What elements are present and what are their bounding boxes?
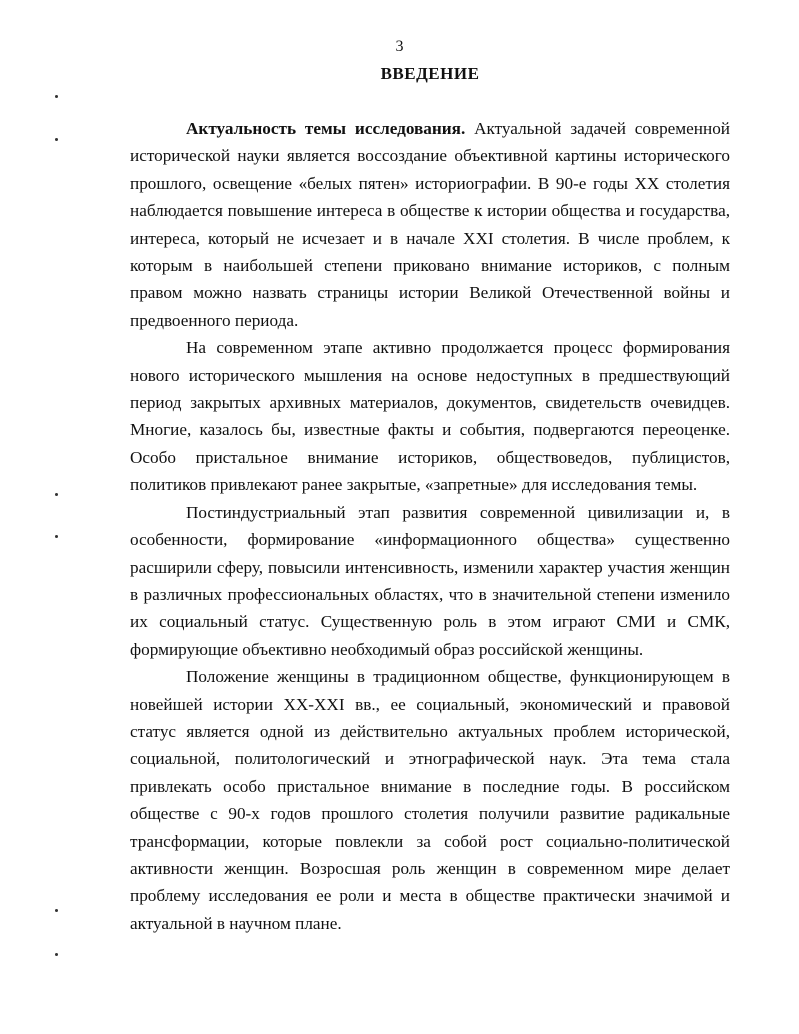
paragraph-postindustrial: Постиндустриальный этап развития современной цивилизации и, в особенности, формирование «информационного общества» существенно расширили сферу, повысили интенсивность, изменили характер участия женщин в различных профессиональных областях, что в значительной степени изменило их социальный статус. Существенную роль в этом играют СМИ и СМК, формирующие объективно необходимый образ российской женщины.	[130, 502, 730, 659]
scan-mark	[55, 493, 58, 496]
scan-mark	[55, 535, 58, 538]
paragraph-new-thinking: На современном этапе активно продолжается процесс формирования нового исторического мышления на основе недоступных в предшествующий период закрытых архивных материалов, документов, свидетельств очевидцев. Многие, казалось бы, известные факты и события, подвергаются переоценке. Особо пристальное внимание историков, обществоведов, публицистов, политиков привлекают ранее закрытые, «запретные» для исследования темы.	[130, 338, 730, 495]
paragraph-text: Актуальной задачей современной исторической науки является воссоздание объективной картины исторического прошлого, освещение «белых пятен» историографии. В 90-е годы XX столетия наблюдается повышение интереса в обществе к истории общества и государства, интереса, который не исчезает и в начале XXI столетия. В числе проблем, к которым в наибольшей степени приковано внимание историков, с полным правом можно назвать страницы истории Великой Отечественной войны и предвоенного периода.	[130, 119, 730, 330]
scan-mark	[55, 95, 58, 98]
page-number: 3	[395, 38, 404, 55]
scan-mark	[55, 909, 58, 912]
scan-mark	[55, 138, 58, 141]
paragraph-women-status: Положение женщины в традиционном обществе, функционирующем в новейшей истории XX-XXI вв., ее социальный, экономический и правовой статус является одной из действительно актуальных проблем исторической, социальной, политологический и этнографической наук. Эта тема стала привлекать особо пристальное внимание в последние годы. В российском обществе с 90-х годов прошлого столетия получили развитие радикальные трансформации, которые повлекли за собой рост социально-политической активности женщин. Возросшая роль женщин в современном мире делает проблему исследования ее роли и места в обществе практически значимой и актуальной в научном плане.	[130, 667, 730, 933]
section-heading: ВВЕДЕНИЕ	[380, 64, 480, 83]
paragraph-relevance	[130, 115, 730, 334]
document-body	[130, 115, 730, 937]
scan-mark	[55, 953, 58, 956]
paragraph-lead: Актуальность темы исследования.	[186, 119, 466, 138]
